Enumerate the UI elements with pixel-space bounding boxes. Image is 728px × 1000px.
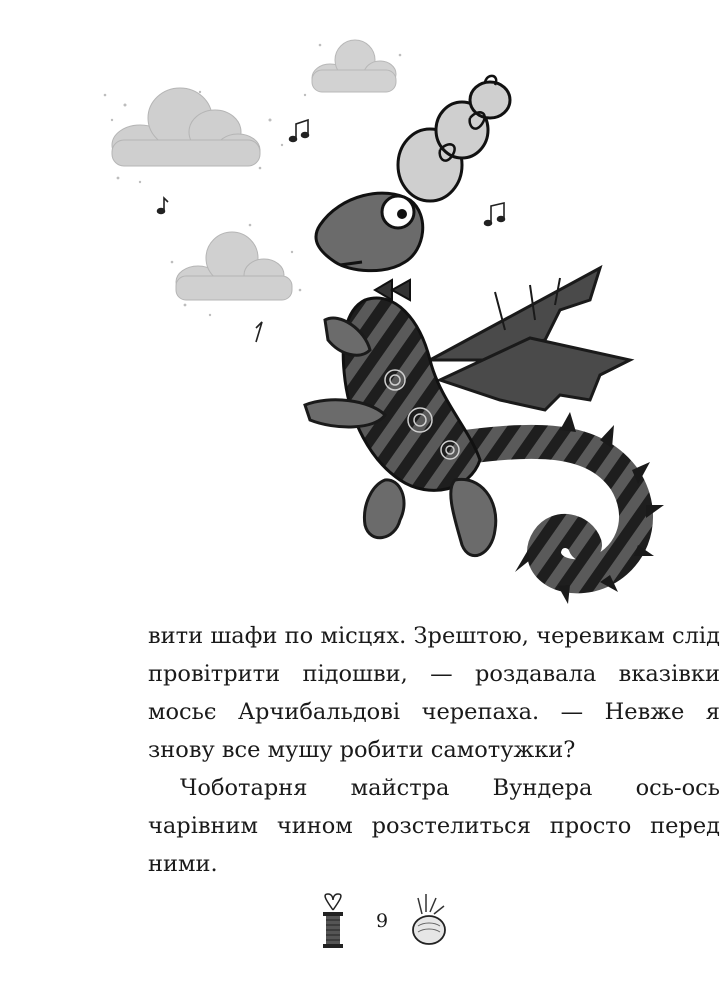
dragon-body xyxy=(343,298,480,490)
spiky-shell-icon xyxy=(408,892,450,948)
cloud-top-right xyxy=(312,40,396,92)
paragraph-2: Чоботарня майстра Вундера ось-ось чарівним чином розстелиться просто перед ними. xyxy=(148,775,720,877)
dragon-wings xyxy=(430,268,630,410)
page-footer xyxy=(0,888,728,958)
thread-spool-icon xyxy=(318,892,348,952)
body-text xyxy=(148,617,720,883)
cloud-left xyxy=(112,88,260,166)
cloud-bottom xyxy=(176,232,292,300)
paragraph-1: вити шафи по місцях. Зрештою, черевикам слід провітрити підошви, — роздавала вказівки мосьє Арчибальдові черепаха. — Невже я знову все мушу робити самотужки? xyxy=(148,623,720,763)
shell-hair xyxy=(398,82,510,201)
page-number: 9 xyxy=(376,910,389,932)
